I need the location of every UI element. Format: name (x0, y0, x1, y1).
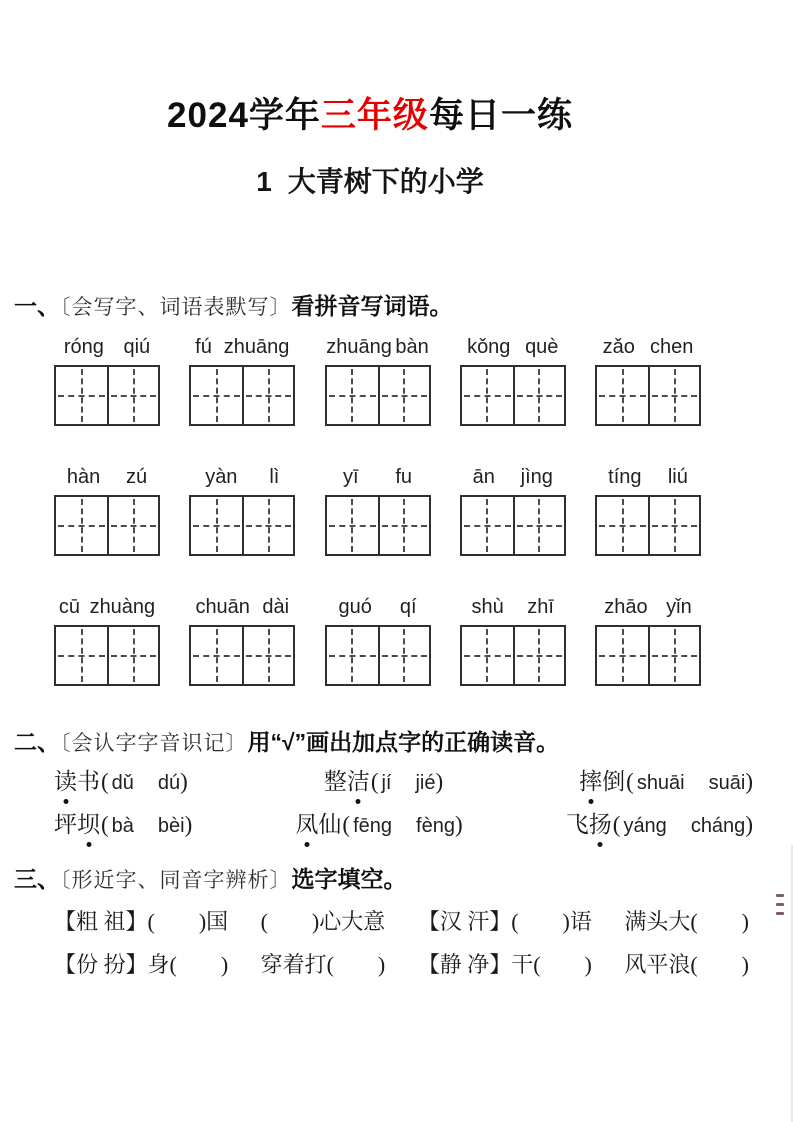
pinyin-word-label (189, 466, 295, 489)
pinyin-syllable: fu (395, 466, 413, 488)
pinyin-word-label (54, 466, 160, 489)
dotted-word (295, 812, 341, 837)
section-fill-blank (0, 863, 793, 982)
writing-boxes-row (54, 495, 701, 556)
title-grade-highlight: 三年级 (320, 96, 429, 135)
pinyin-option: dǔ (111, 772, 134, 794)
pinyin-syllable: zhī (527, 596, 554, 618)
pinyin-word-group (54, 596, 701, 686)
writing-box (189, 625, 295, 686)
fill-blank-line (54, 905, 749, 939)
section1-instruction: 看拼音写词语。 (291, 293, 453, 319)
pinyin-labels-row (54, 336, 701, 359)
pinyin-syllable: shù (471, 596, 504, 618)
pinyin-syllable: ān (472, 466, 495, 488)
pinyin-syllable: yàn (205, 466, 238, 488)
page-edge-artifact (776, 912, 784, 915)
writing-cell (462, 497, 513, 554)
pinyin-syllable: guó (338, 596, 372, 618)
paren-close: ) (454, 812, 463, 837)
pinyin-option: bà (111, 815, 134, 837)
paren-close: ) (745, 812, 753, 837)
pronunciation-line (54, 767, 753, 800)
fill-blank-segment: 满头大( ) (624, 909, 749, 934)
page-title (0, 88, 740, 138)
pinyin-syllable: cū (58, 596, 80, 618)
pinyin-syllable: zhuāng (223, 336, 290, 358)
pronunciation-item (324, 767, 443, 800)
section2-header (14, 726, 793, 759)
fill-blank-segment: 【粗 祖】( )国 (54, 909, 229, 934)
writing-cell (597, 627, 648, 684)
dotted-word (54, 769, 100, 794)
pinyin-syllable: hàn (66, 466, 101, 488)
writing-box (54, 625, 160, 686)
pinyin-word-label (460, 336, 566, 359)
writing-cell (462, 627, 513, 684)
character: 书 (77, 769, 100, 794)
section-pinyin-writing (0, 290, 793, 686)
writing-box (595, 495, 701, 556)
dotted-word (54, 812, 100, 837)
paren-open: ( (101, 769, 109, 794)
pinyin-syllable: kǒng (467, 336, 511, 358)
pronunciation-line (54, 810, 753, 843)
writing-box (460, 625, 566, 686)
pronunciation-item (566, 810, 753, 843)
dotted-word (579, 769, 625, 794)
fill-blank-segment: 风平浪( ) (624, 952, 749, 977)
pinyin-option: shuāi (636, 772, 685, 794)
pinyin-syllable: chen (650, 336, 694, 358)
writing-cell (107, 627, 158, 684)
pinyin-syllable: lì (269, 466, 280, 488)
pinyin-word-label (54, 336, 160, 359)
pinyin-word-label (325, 596, 431, 619)
paren-open: ( (626, 769, 634, 794)
pinyin-syllable: zhuàng (89, 596, 156, 618)
writing-cell (327, 367, 378, 424)
pinyin-word-label (595, 596, 701, 619)
pinyin-word-label (595, 466, 701, 489)
pinyin-syllable: yī (342, 466, 359, 488)
pinyin-syllable: jìng (520, 466, 553, 488)
fill-blank-segment: 穿着打( ) (260, 952, 386, 977)
title-pre: 2024学年 (167, 96, 321, 135)
dotted-word (566, 812, 612, 837)
pinyin-syllable: liú (667, 466, 688, 488)
pinyin-syllable: bàn (395, 336, 429, 358)
pinyin-option: suāi (708, 772, 746, 794)
writing-box (595, 365, 701, 426)
writing-box (460, 495, 566, 556)
writing-cell (191, 627, 242, 684)
lesson-number: 1 (256, 166, 272, 197)
pinyin-option: jié (415, 772, 436, 794)
writing-cell (327, 497, 378, 554)
section2-number: 二、 (14, 729, 60, 755)
pinyin-labels-row (54, 596, 701, 619)
section-pronunciation-choice (0, 726, 793, 843)
character: 仙 (318, 812, 342, 837)
writing-cell (513, 627, 564, 684)
section1-header (14, 290, 793, 323)
section1-tag: 〔会写字、词语表默写〕 (60, 295, 292, 319)
pronunciation-lines (0, 767, 793, 843)
pronunciation-item (579, 767, 753, 800)
paren-open: ( (370, 769, 379, 794)
pinyin-option: dú (157, 772, 181, 794)
section3-instruction: 选字填空。 (291, 866, 407, 892)
writing-cell (242, 367, 293, 424)
pinyin-option: yáng (623, 815, 667, 837)
writing-cell (648, 367, 699, 424)
pinyin-option: cháng (690, 815, 746, 837)
writing-boxes-row (54, 365, 701, 426)
pinyin-word-label (189, 336, 295, 359)
pinyin-syllable: chuān (195, 596, 250, 618)
pinyin-syllable: qí (399, 596, 417, 618)
paren-close: ) (435, 769, 444, 794)
writing-cell (107, 497, 158, 554)
writing-box (595, 625, 701, 686)
fill-blank-segment: 【份 扮】身( ) (54, 952, 229, 977)
pinyin-syllable: róng (63, 336, 104, 358)
lesson-name: 大青树下的小学 (287, 166, 484, 197)
pronunciation-item (54, 810, 192, 843)
pinyin-word-label (325, 466, 431, 489)
writing-box (189, 495, 295, 556)
page-edge-artifact (776, 903, 784, 906)
writing-cell (56, 627, 107, 684)
pinyin-labels-row (54, 466, 701, 489)
dotted-character: 凤 (295, 810, 318, 840)
lesson-title (0, 160, 740, 200)
pinyin-word-label (595, 336, 701, 359)
writing-cell (327, 627, 378, 684)
pinyin-syllable: yǐn (666, 596, 692, 618)
writing-box (325, 625, 431, 686)
writing-cell (242, 627, 293, 684)
character: 坪 (54, 812, 77, 837)
paren-open: ( (101, 812, 109, 837)
page-edge-artifact (776, 894, 784, 897)
pinyin-option: fēng (353, 815, 393, 837)
pinyin-option: fèng (416, 815, 455, 837)
fill-blank-line (54, 948, 749, 982)
writing-boxes-row (54, 625, 701, 686)
writing-cell (597, 497, 648, 554)
character: 飞 (565, 812, 589, 837)
fill-blank-segment: 【静 净】干( ) (417, 952, 592, 977)
pinyin-syllable: fú (195, 336, 212, 358)
pinyin-syllable: zhāo (604, 596, 648, 618)
writing-box (54, 365, 160, 426)
pinyin-option: bèi (157, 815, 185, 837)
dotted-character: 读 (54, 767, 77, 797)
pinyin-option: jí (381, 772, 392, 794)
pinyin-syllable: tíng (608, 466, 642, 488)
writing-cell (648, 627, 699, 684)
writing-cell (513, 367, 564, 424)
writing-box (189, 365, 295, 426)
pinyin-syllable: zú (126, 466, 148, 488)
page-edge-artifacts (776, 894, 784, 915)
pinyin-word-label (460, 596, 566, 619)
pinyin-word-label (54, 596, 160, 619)
writing-cell (648, 497, 699, 554)
writing-box (325, 365, 431, 426)
writing-cell (56, 497, 107, 554)
writing-cell (191, 497, 242, 554)
pinyin-writing-rows (0, 336, 793, 686)
pinyin-word-group (54, 336, 701, 426)
worksheet-headings (0, 0, 740, 200)
pinyin-syllable: què (525, 336, 559, 358)
pinyin-word-label (325, 336, 431, 359)
writing-cell (378, 627, 429, 684)
writing-cell (513, 497, 564, 554)
pronunciation-item (295, 810, 462, 843)
section3-number: 三、 (14, 866, 60, 892)
writing-box (460, 365, 566, 426)
dotted-character: 摔 (579, 767, 602, 797)
writing-cell (107, 367, 158, 424)
writing-cell (191, 367, 242, 424)
paren-open: ( (342, 812, 351, 837)
writing-cell (242, 497, 293, 554)
fill-blank-segment: 【汉 汗】( )语 (417, 909, 592, 934)
section3-tag: 〔形近字、同音字辨析〕 (60, 868, 292, 892)
writing-cell (378, 497, 429, 554)
fill-blank-segment: ( )心大意 (260, 909, 386, 934)
writing-cell (597, 367, 648, 424)
title-post: 每日一练 (428, 96, 573, 135)
section2-instruction: 用“√”画出加点字的正确读音。 (247, 729, 560, 755)
paren-close: ) (180, 769, 188, 794)
pinyin-syllable: zhuāng (326, 336, 392, 358)
dotted-character: 洁 (347, 767, 370, 797)
dotted-character: 扬 (589, 810, 612, 840)
character: 倒 (602, 769, 626, 794)
pinyin-syllable: qiú (123, 336, 151, 358)
paren-close: ) (184, 812, 193, 837)
dotted-word (324, 769, 370, 794)
section3-header (14, 863, 793, 896)
paren-close: ) (745, 769, 753, 794)
dotted-character: 坝 (77, 810, 100, 840)
pinyin-syllable: dài (262, 596, 290, 618)
writing-box (325, 495, 431, 556)
pinyin-word-group (54, 466, 701, 556)
pinyin-word-label (460, 466, 566, 489)
fill-blank-lines (0, 905, 793, 982)
writing-cell (378, 367, 429, 424)
writing-cell (462, 367, 513, 424)
pinyin-word-label (189, 596, 295, 619)
paren-open: ( (612, 812, 621, 837)
pronunciation-item (54, 767, 188, 800)
character: 整 (323, 769, 347, 794)
section2-tag: 〔会认字字音识记〕 (60, 731, 248, 755)
writing-box (54, 495, 160, 556)
section1-number: 一、 (14, 293, 60, 319)
writing-cell (56, 367, 107, 424)
pinyin-syllable: zǎo (602, 336, 635, 358)
